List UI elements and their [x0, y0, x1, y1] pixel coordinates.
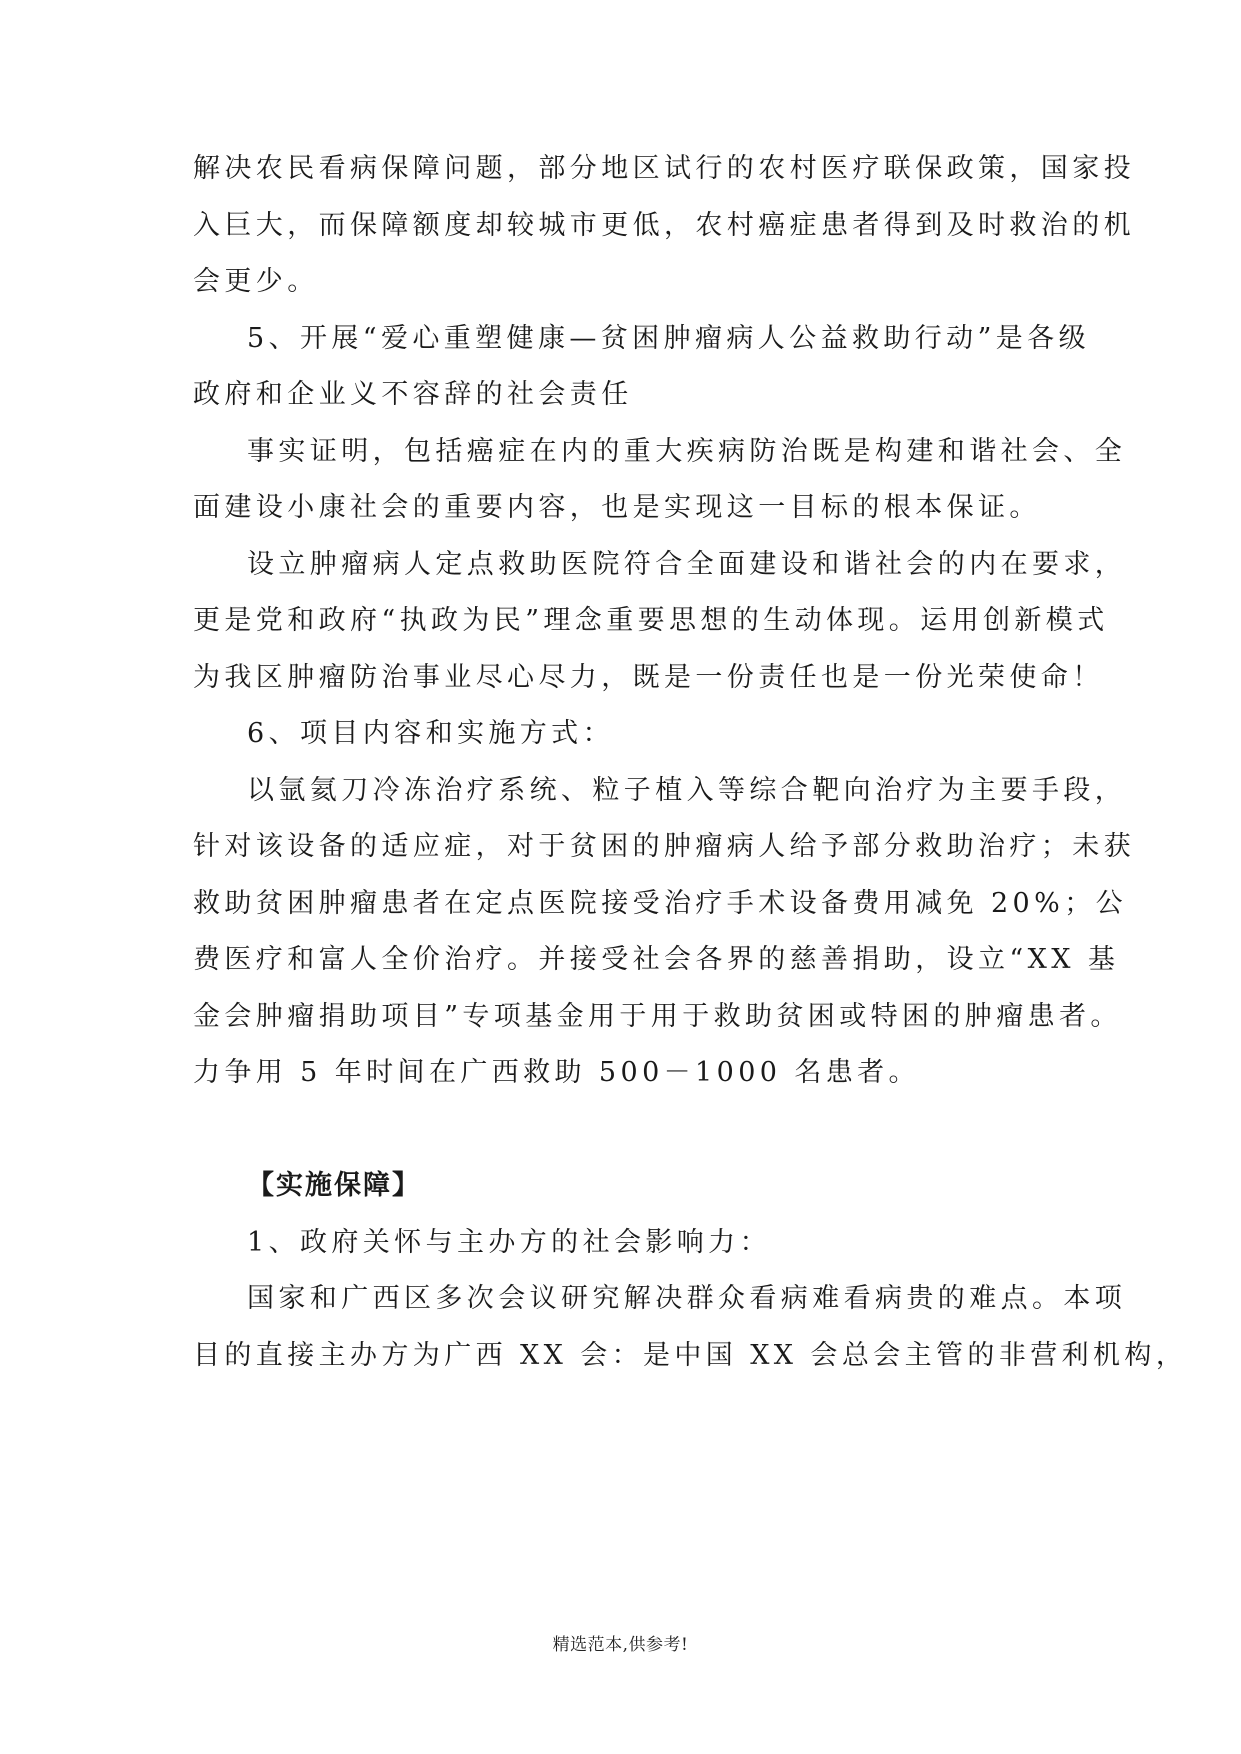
section-item-heading: 1、政府关怀与主办方的社会影响力： — [247, 1227, 771, 1258]
body-text-line: 救助贫困肿瘤患者在定点医院接受治疗手术设备费用减免 20%；公 — [193, 888, 1127, 919]
page-footer: 精选范本,供参考! — [552, 1635, 689, 1655]
body-text-line: 入巨大，而保障额度却较城市更低，农村癌症患者得到及时救治的机 — [193, 210, 1135, 241]
section-heading: 【实施保障】 — [247, 1170, 421, 1201]
body-text-line: 会更少。 — [193, 266, 319, 297]
body-text-line: 更是党和政府“执政为民”理念重要思想的生动体现。运用创新模式 — [193, 605, 1109, 636]
body-text-line: 费医疗和富人全价治疗。并接受社会各界的慈善捐助，设立“XX 基 — [193, 944, 1120, 975]
body-text-line: 针对该设备的适应症，对于贫困的肿瘤病人给予部分救助治疗；未获 — [193, 831, 1135, 862]
body-text-line: 解决农民看病保障问题，部分地区试行的农村医疗联保政策，国家投 — [193, 153, 1135, 184]
body-text-line: 事实证明，包括癌症在内的重大疾病防治既是构建和谐社会、全 — [247, 436, 1127, 467]
body-text-line: 政府和企业义不容辞的社会责任 — [193, 379, 633, 410]
body-text-line: 金会肿瘤捐助项目”专项基金用于用于救助贫困或特困的肿瘤患者。 — [193, 1001, 1122, 1032]
body-text-line: 以氩氦刀冷冻治疗系统、粒子植入等综合靶向治疗为主要手段， — [247, 775, 1127, 806]
body-text-line: 国家和广西区多次会议研究解决群众看病难看病贵的难点。本项 — [247, 1283, 1127, 1314]
body-text-line: 力争用 5 年时间在广西救助 500－1000 名患者。 — [193, 1057, 920, 1088]
body-text-line: 面建设小康社会的重要内容，也是实现这一目标的根本保证。 — [193, 492, 1041, 523]
section-item-heading: 5、开展“爱心重塑健康—贫困肿瘤病人公益救助行动”是各级 — [247, 323, 1090, 354]
body-text-line: 为我区肿瘤防治事业尽心尽力，既是一份责任也是一份光荣使命！ — [193, 662, 1104, 693]
body-text-line: 设立肿瘤病人定点救助医院符合全面建设和谐社会的内在要求， — [247, 549, 1127, 580]
body-text-line: 目的直接主办方为广西 XX 会：是中国 XX 会总会主管的非营利机构， — [193, 1340, 1188, 1371]
section-item-heading: 6、项目内容和实施方式： — [247, 718, 614, 749]
